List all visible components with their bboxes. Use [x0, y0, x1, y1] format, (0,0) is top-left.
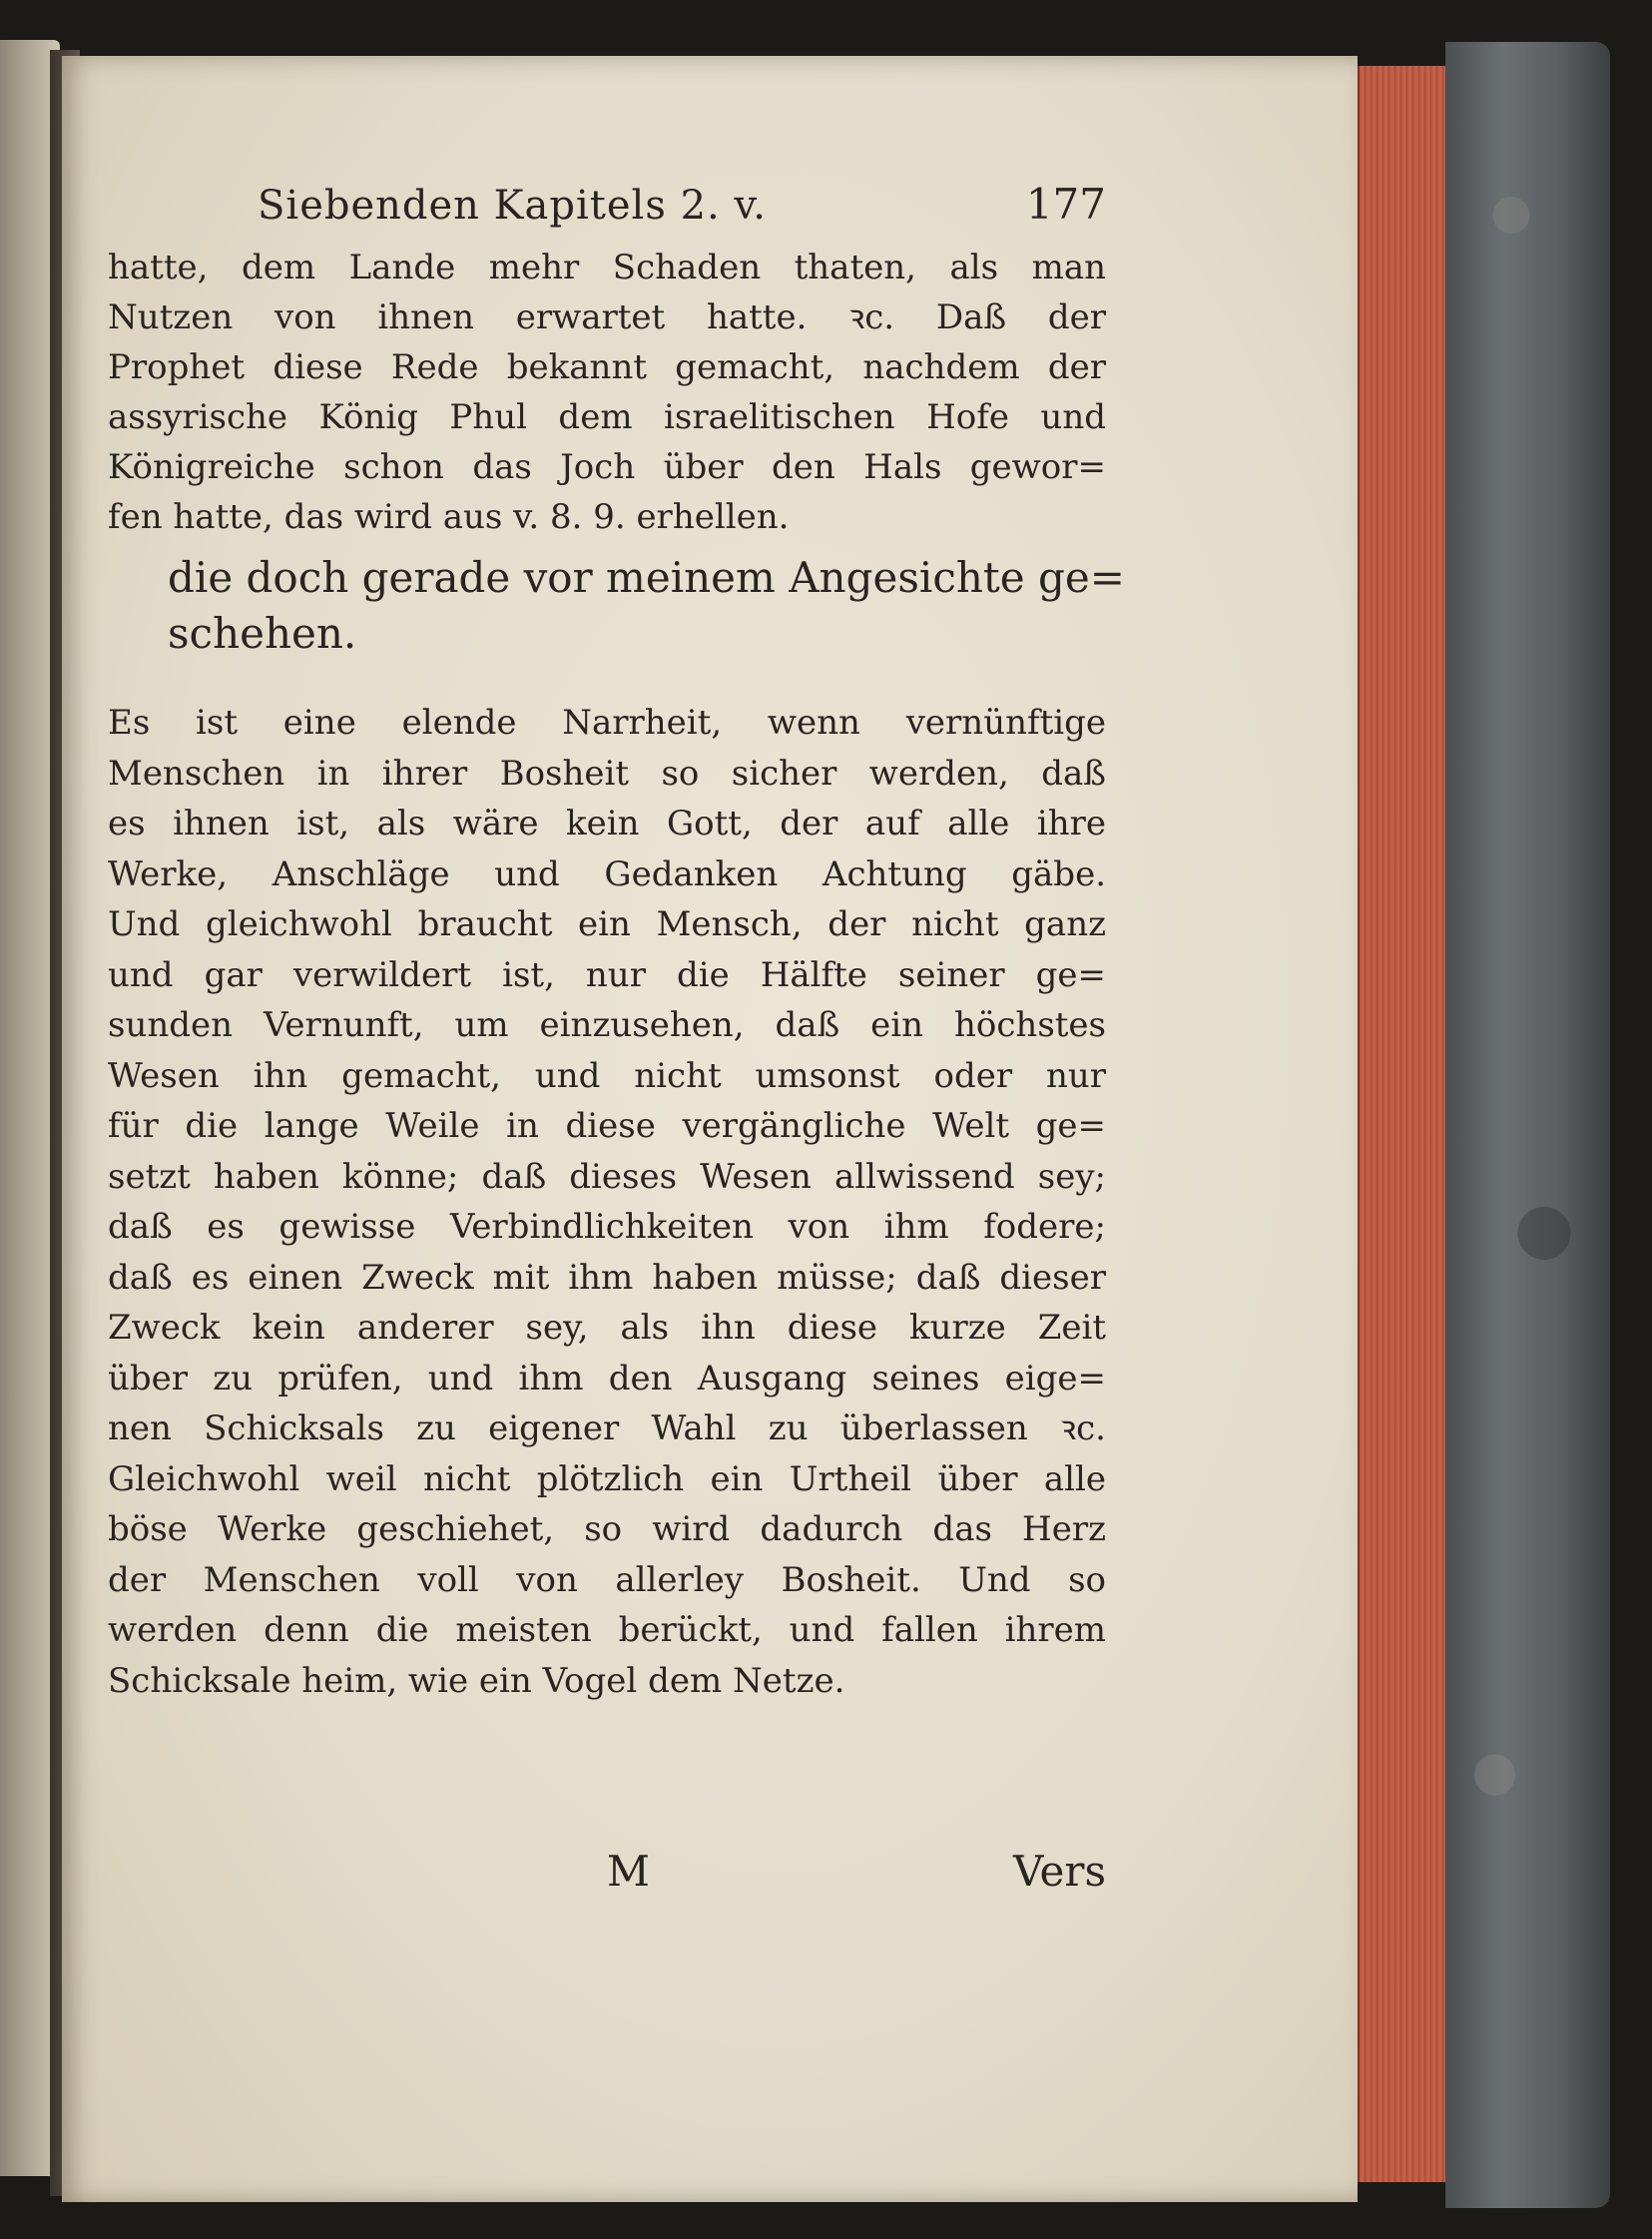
red-page-edges	[1358, 66, 1454, 2182]
text-line: Königreiche schon das Joch über den Hals gewor=	[108, 447, 1106, 487]
text-line: für die lange Weile in diese vergängliche Welt ge=	[108, 1106, 1106, 1146]
text-line: Werke, Anschläge und Gedanken Achtung gäbe.	[108, 853, 1106, 894]
text-line: nen Schicksals zu eigener Wahl zu überlassen ꝛc.	[108, 1408, 1106, 1448]
text-line: Prophet diese Rede bekannt gemacht, nachdem der	[108, 347, 1106, 387]
text-line: Gleichwohl weil nicht plötzlich ein Urtheil über alle	[108, 1458, 1106, 1499]
text-line: Es ist eine elende Narrheit, wenn vernünftige	[108, 703, 1106, 743]
text-line: Und gleichwohl braucht ein Mensch, der nicht ganz	[108, 904, 1106, 944]
text-line: fen hatte, das wird aus v. 8. 9. erhellen.	[108, 497, 790, 537]
commentary-paragraph	[108, 243, 1106, 542]
text-line: daß es einen Zweck mit ihm haben müsse; daß dieser	[108, 1257, 1106, 1298]
book-cover	[1445, 42, 1610, 2208]
text-line: daß es gewisse Verbindlichkeiten von ihm fodere;	[108, 1207, 1106, 1247]
text-line: hatte, dem Lande mehr Schaden thaten, als man	[108, 248, 1106, 287]
text-line: Wesen ihn gemacht, und nicht umsonst oder nur	[108, 1055, 1106, 1096]
text-line: Nutzen von ihnen erwartet hatte. ꝛc. Daß der	[108, 297, 1106, 337]
page-footer	[108, 1847, 1106, 1896]
text-line: setzt haben könne; daß dieses Wesen allwissend sey;	[108, 1156, 1106, 1197]
text-line: und gar verwildert ist, nur die Hälfte seiner ge=	[108, 954, 1106, 995]
text-line: Zweck kein anderer sey, als ihn diese kurze Zeit	[108, 1308, 1106, 1348]
text-line: assyrische König Phul dem israelitischen Hofe und	[108, 397, 1106, 437]
text-line: über zu prüfen, und ihm den Ausgang seines eige=	[108, 1358, 1106, 1399]
catchword: Vers	[1013, 1847, 1106, 1896]
text-line: Schicksale heim, wie ein Vogel dem Netze.	[108, 1660, 845, 1701]
body-paragraph	[108, 698, 1106, 1706]
verse-quote	[168, 550, 1125, 662]
text-line: der Menschen voll von allerley Bosheit. Und so	[108, 1559, 1106, 1600]
page-text	[108, 180, 1125, 1706]
text-line: sunden Vernunft, um einzusehen, daß ein höchstes	[108, 1005, 1106, 1045]
cover-texture	[1445, 42, 1610, 2208]
running-head-title: Siebenden Kapitels 2. v.	[258, 183, 768, 229]
verse-line: schehen.	[168, 609, 357, 658]
text-line: es ihnen ist, als wäre kein Gott, der auf alle ihre	[108, 804, 1106, 843]
running-head	[108, 180, 1106, 229]
text-line: Menschen in ihrer Bosheit so sicher werden, daß	[108, 753, 1106, 794]
text-line: böse Werke geschiehet, so wird dadurch das Herz	[108, 1509, 1106, 1549]
text-line: werden denn die meisten berückt, und fallen ihrem	[108, 1610, 1106, 1650]
signature-mark: M	[607, 1847, 651, 1896]
verse-line: die doch gerade vor meinem Angesichte ge=	[168, 553, 1125, 602]
page-number: 177	[1025, 180, 1106, 229]
